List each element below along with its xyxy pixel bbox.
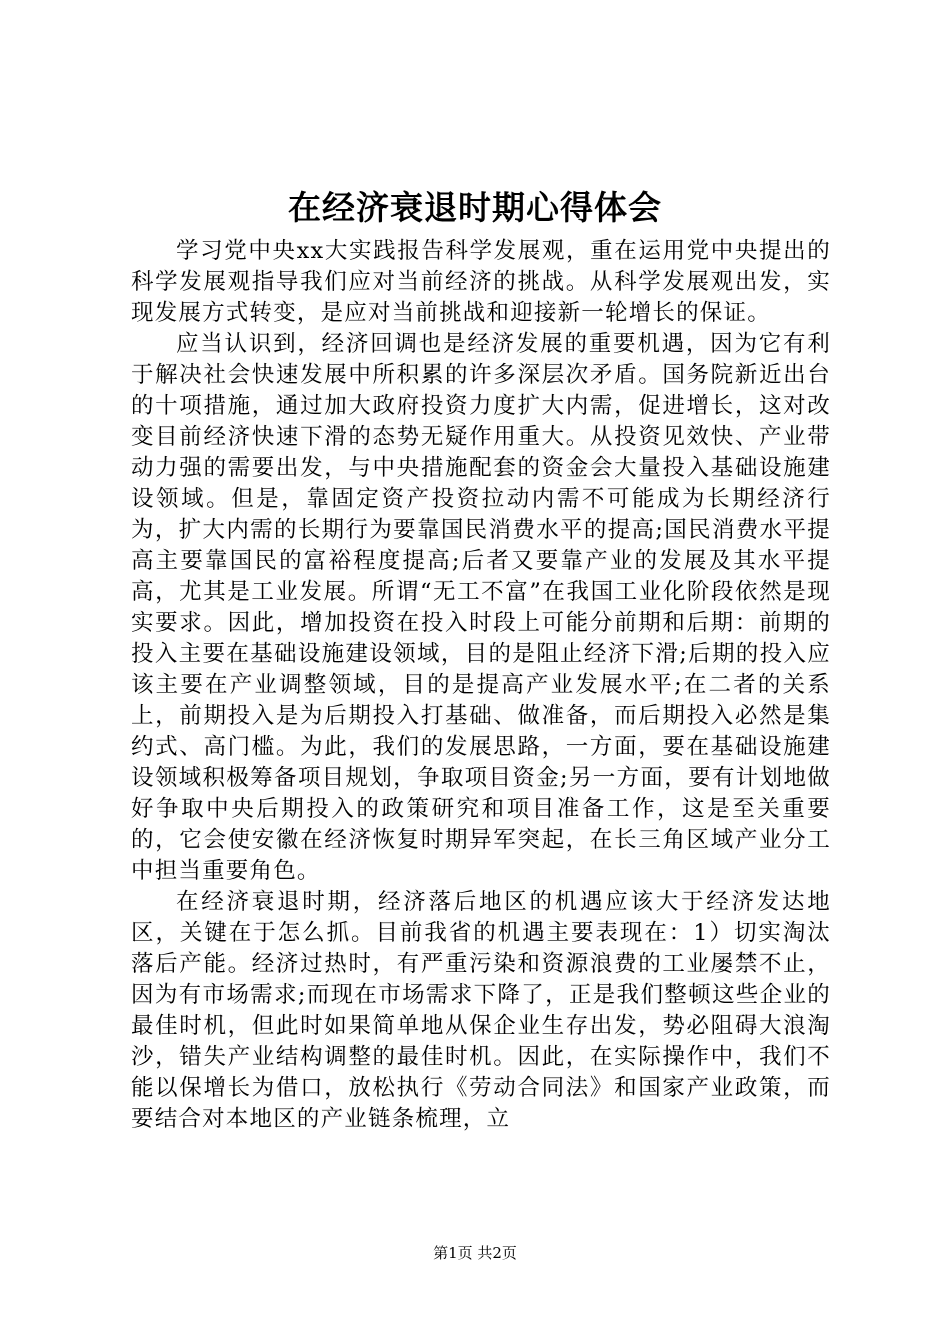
document-body [131,236,831,1135]
paragraph-3: 在经济衰退时期，经济落后地区的机遇应该大于经济发达地区，关键在于怎么抓。目前我省的机遇主要表现在：1）切实淘汰落后产能。经济过热时，有严重污染和资源浪费的工业屡禁不止，因为有市场需求;而现在市场需求下降了，正是我们整顿这些企业的最佳时机，但此时如果简单地从保企业生存出发，势必阻碍大浪淘沙，错失产业结构调整的最佳时机。因此，在实际操作中，我们不能以保增长为借口，放松执行《劳动合同法》和国家产业政策，而要结合对本地区的产业链条梳理，立 [131,889,831,1132]
page-footer: 第1页 共2页 [433,1244,517,1262]
paragraph-2: 应当认识到，经济回调也是经济发展的重要机遇，因为它有利于解决社会快速发展中所积累的许多深层次矛盾。国务院新近出台的十项措施，通过加大政府投资力度扩大内需，促进增长，这对改变目前经济快速下滑的态势无疑作用重大。从投资见效快、产业带动力强的需要出发，与中央措施配套的资金会大量投入基础设施建设领域。但是，靠固定资产投资拉动内需不可能成为长期经济行为，扩大内需的长期行为要靠国民消费水平的提高;国民消费水平提高主要靠国民的富裕程度提高;后者又要靠产业的发展及其水平提高，尤其是工业发展。所谓“无工不富”在我国工业化阶段依然是现实要求。因此，增加投资在投入时段上可能分前期和后期：前期的投入主要在基础设施建设领域，目的是阻止经济下滑;后期的投入应该主要在产业调整领域，目的是提高产业发展水平;在二者的关系上，前期投入是为后期投入打基础、做准备，而后期投入必然是集约式、高门槛。为此，我们的发展思路，一方面，要在基础设施建设领域积极筹备项目规划，争取项目资金;另一方面，要有计划地做好争取中央后期投入的政策研究和项目准备工作，这是至关重要的，它会使安徽在经济恢复时期异军突起，在长三角区域产业分工中担当重要角色。 [131,331,831,884]
document-title: 在经济衰退时期心得体会 [288,188,662,227]
paragraph-1: 学习党中央xx大实践报告科学发展观，重在运用党中央提出的科学发展观指导我们应对当前经济的挑战。从科学发展观出发，实现发展方式转变，是应对当前挑战和迎接新一轮增长的保证。 [131,238,831,326]
